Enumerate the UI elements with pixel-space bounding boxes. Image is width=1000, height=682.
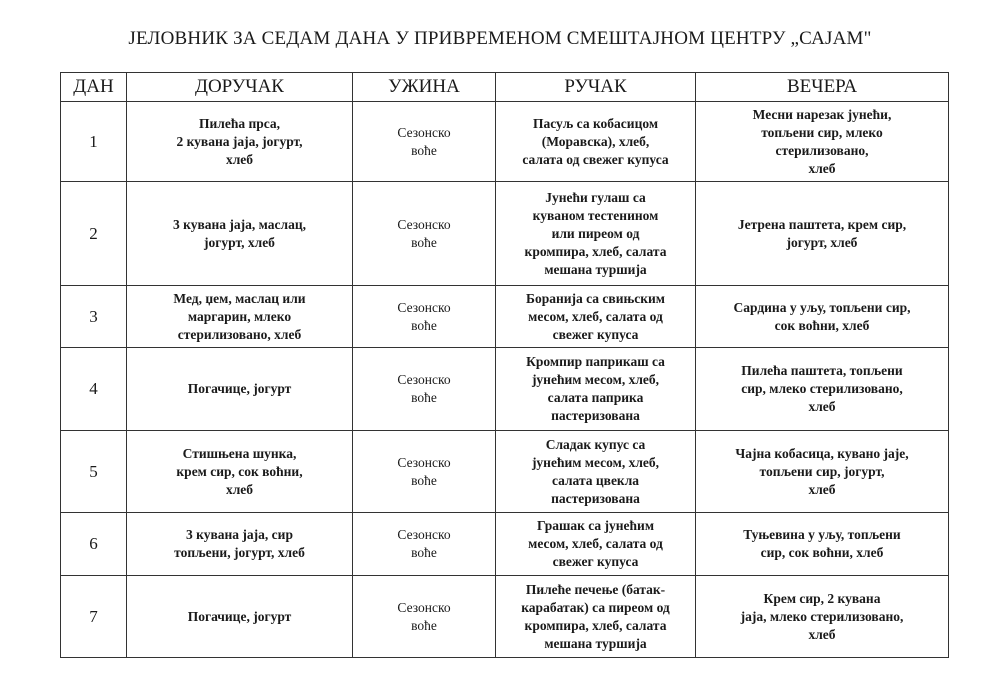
header-snack: УЖИНА	[353, 73, 496, 102]
breakfast-cell: Погачице, јогурт	[127, 348, 353, 431]
table-row	[61, 513, 949, 576]
dinner-cell: Пилећа паштета, топљени сир, млеко стерилизовано, хлеб	[696, 348, 949, 431]
lunch-cell: Јунећи гулаш са куваном тестенином или пиреом од кромпира, хлеб, салата мешана туршија	[496, 182, 696, 286]
breakfast-cell: 3 кувана јаја, маслац, јогурт, хлеб	[127, 182, 353, 286]
header-lunch: РУЧАК	[496, 73, 696, 102]
dinner-cell: Туњевина у уљу, топљени сир, сок воћни, хлеб	[696, 513, 949, 576]
lunch-cell: Боранија са свињским месом, хлеб, салата од свежег купуса	[496, 286, 696, 348]
day-number: 5	[61, 431, 127, 513]
lunch-cell: Сладак купус са јунећим месом, хлеб, салата цвекла пастеризована	[496, 431, 696, 513]
day-number: 6	[61, 513, 127, 576]
breakfast-cell: Мед, џем, маслац или маргарин, млеко стерилизовано, хлеб	[127, 286, 353, 348]
snack-cell: Сезонско воће	[353, 431, 496, 513]
breakfast-cell: Стишњена шунка, крем сир, сок воћни, хлеб	[127, 431, 353, 513]
table-row	[61, 182, 949, 286]
table-row	[61, 102, 949, 182]
table-row	[61, 576, 949, 658]
snack-cell: Сезонско воће	[353, 513, 496, 576]
weekly-menu-table	[60, 72, 949, 658]
snack-cell: Сезонско воће	[353, 348, 496, 431]
table-row	[61, 286, 949, 348]
header-breakfast: ДОРУЧАК	[127, 73, 353, 102]
page-title: ЈЕЛОВНИК ЗА СЕДАМ ДАНА У ПРИВРЕМЕНОМ СМЕШТАЈНОМ ЦЕНТРУ „САЈАМ"	[128, 28, 872, 49]
dinner-cell: Сардина у уљу, топљени сир, сок воћни, хлеб	[696, 286, 949, 348]
dinner-cell: Месни нарезак јунећи, топљени сир, млеко стерилизовано, хлеб	[696, 102, 949, 182]
snack-cell: Сезонско воће	[353, 286, 496, 348]
breakfast-cell: Пилећа прса, 2 кувана јаја, јогурт, хлеб	[127, 102, 353, 182]
lunch-cell: Кромпир паприкаш са јунећим месом, хлеб, салата паприка пастеризована	[496, 348, 696, 431]
snack-cell: Сезонско воће	[353, 102, 496, 182]
dinner-cell: Крем сир, 2 кувана јаја, млеко стерилизовано, хлеб	[696, 576, 949, 658]
table-row	[61, 431, 949, 513]
breakfast-cell: 3 кувана јаја, сир топљени, јогурт, хлеб	[127, 513, 353, 576]
day-number: 2	[61, 182, 127, 286]
day-number: 1	[61, 102, 127, 182]
snack-cell: Сезонско воће	[353, 576, 496, 658]
lunch-cell: Пасуљ са кобасицом (Моравска), хлеб, салата од свежег купуса	[496, 102, 696, 182]
day-number: 3	[61, 286, 127, 348]
table-header-row	[61, 73, 949, 102]
dinner-cell: Чајна кобасица, кувано јаје, топљени сир, јогурт, хлеб	[696, 431, 949, 513]
day-number: 4	[61, 348, 127, 431]
snack-cell: Сезонско воће	[353, 182, 496, 286]
table-row	[61, 348, 949, 431]
lunch-cell: Пилеће печење (батак- карабатак) са пиреом од кромпира, хлеб, салата мешана туршија	[496, 576, 696, 658]
lunch-cell: Грашак са јунећим месом, хлеб, салата од свежег купуса	[496, 513, 696, 576]
header-day: ДАН	[61, 73, 127, 102]
breakfast-cell: Погачице, јогурт	[127, 576, 353, 658]
dinner-cell: Јетрена паштета, крем сир, јогурт, хлеб	[696, 182, 949, 286]
day-number: 7	[61, 576, 127, 658]
header-dinner: ВЕЧЕРА	[696, 73, 949, 102]
